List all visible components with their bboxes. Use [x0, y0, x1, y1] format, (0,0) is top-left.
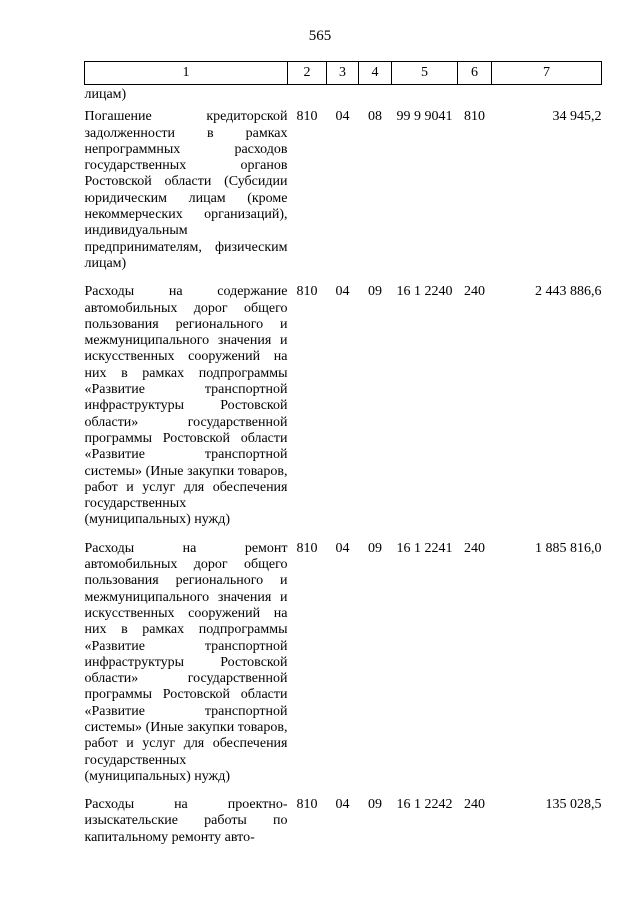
row-admin-code: 810	[296, 540, 318, 556]
header-col-2: 2	[288, 62, 327, 85]
row-admin-code: 810	[296, 797, 318, 813]
header-col-4: 4	[359, 62, 392, 85]
header-col-6: 6	[458, 62, 492, 85]
row-subsection: 09	[368, 797, 382, 813]
row-subsection: 09	[368, 284, 382, 300]
row-expense-type: 240	[464, 284, 485, 300]
row-amount: 34 945,2	[552, 109, 602, 125]
table-row	[85, 785, 602, 846]
row-section: 04	[335, 797, 350, 813]
row-admin-code: 810	[296, 109, 318, 125]
row-section: 04	[335, 284, 350, 300]
row-amount: 2 443 886,6	[535, 284, 602, 300]
page-number: 565	[308, 28, 332, 44]
header-row	[85, 62, 602, 85]
row-section: 04	[335, 109, 350, 125]
table-row	[85, 272, 602, 528]
row-amount: 1 885 816,0	[535, 540, 602, 556]
row-description: Расходы на проектно-изыскательские работы по капитальному ремонту авто-	[84, 797, 288, 845]
table-row-continuation	[85, 85, 602, 104]
table-row	[85, 103, 602, 272]
row-subsection: 09	[368, 540, 382, 556]
row-amount: 135 028,5	[545, 797, 602, 813]
table-row	[85, 529, 602, 785]
header-col-1: 1	[85, 62, 288, 85]
row-target-article: 16 1 2241	[396, 540, 453, 556]
budget-table	[84, 61, 602, 846]
header-col-3: 3	[327, 62, 359, 85]
row-target-article: 16 1 2240	[396, 284, 453, 300]
continuation-text: лицам)	[84, 87, 127, 102]
row-expense-type: 240	[464, 540, 485, 556]
row-target-article: 99 9 9041	[396, 109, 453, 125]
row-admin-code: 810	[296, 284, 318, 300]
row-description: Расходы на содержание автомобильных дорог общего пользования регионального и межмуниципального значения и искусственных сооружений на них в рамках подпрограммы «Развитие транспортной инфраструктуры Ростовской области» государственной программы Ростовской области «Развитие транспортной системы» (Иные закупки товаров, работ и услуг для обеспечения государственных (муниципальных) нужд)	[84, 284, 288, 528]
row-expense-type: 240	[464, 797, 485, 813]
header-col-5: 5	[392, 62, 458, 85]
row-target-article: 16 1 2242	[396, 797, 453, 813]
row-section: 04	[335, 540, 350, 556]
row-subsection: 08	[368, 109, 382, 125]
row-expense-type: 810	[464, 109, 485, 125]
row-description: Погашение кредиторской задолженности в рамках непрограммных расходов государственных органов Ростовской области (Субсидии юридическим лицам (кроме некоммерческих организаций), индивидуальным предпринимателям, физическим лицам)	[84, 109, 288, 271]
row-description: Расходы на ремонт автомобильных дорог общего пользования регионального и межмуниципального значения и искусственных сооружений на них в рамках подпрограммы «Развитие транспортной инфраструктуры Ростовской области» государственной программы Ростовской области «Развитие транспортной системы» (Иные закупки товаров, работ и услуг для обеспечения государственных (муниципальных) нужд)	[84, 540, 288, 784]
header-col-7: 7	[492, 62, 602, 85]
